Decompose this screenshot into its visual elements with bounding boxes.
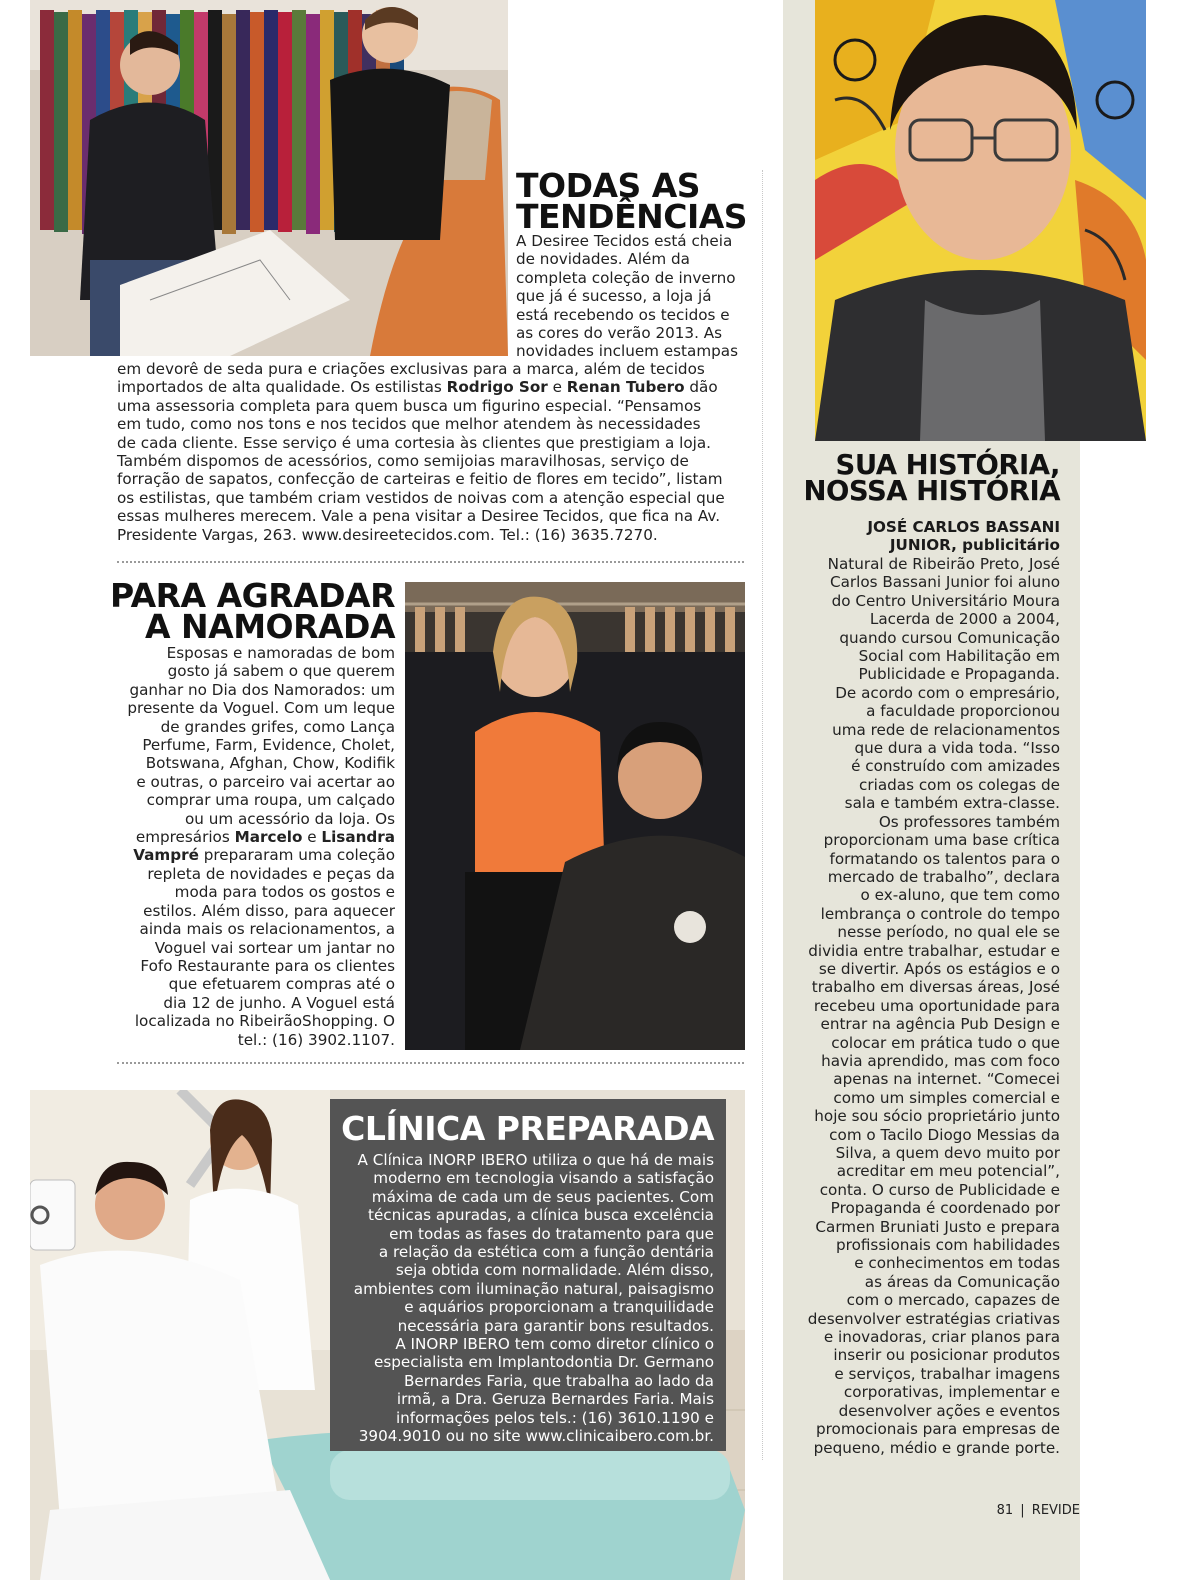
text-line: de novidades. Além da (516, 250, 690, 269)
text-line: Natural de Ribeirão Preto, José (827, 555, 1060, 573)
text-line: mercado de trabalho”, declara (827, 867, 1060, 886)
text-line: estilos. Além disso, para aquecer (143, 901, 395, 920)
byline-line1: JOSÉ CARLOS BASSANI (867, 518, 1060, 536)
text-line: ainda mais os relacionamentos, a (139, 920, 395, 939)
text-line: criadas com os colegas de (859, 775, 1060, 794)
text-line: quando cursou Comunicação (839, 628, 1060, 647)
text-line: e serviços, trabalhar imagens (834, 1364, 1060, 1383)
clinica-text-box (330, 1099, 726, 1451)
text-line: que já é sucesso, a loja já (516, 287, 712, 306)
text-line: ambientes com iluminação natural, paisagismo (353, 1279, 714, 1298)
text-line: Social com Habilitação em (858, 647, 1060, 666)
text-line: a relação da estética com a função dentária (378, 1243, 714, 1262)
namorada-title (100, 576, 395, 647)
text-line: novidades incluem estampas (516, 342, 738, 361)
text-line: ou um acessório da loja. Os (184, 809, 395, 828)
text-line: hoje sou sócio proprietário junto (814, 1107, 1060, 1126)
text-line: sala e também extra-classe. (844, 794, 1060, 813)
text-line: Também dispomos de acessórios, como semijoias maravilhosas, serviço de (117, 452, 689, 471)
text-line: especialista em Implantodontia Dr. Germano (373, 1353, 714, 1372)
namorada-title-line2: A NAMORADA (145, 607, 395, 647)
photo-store-owners (405, 582, 745, 1050)
owner-name: Marcelo (234, 828, 303, 847)
tendencias-title-line1: TODAS AS (516, 166, 701, 205)
owner-name: Vampré (133, 846, 199, 865)
historia-title (780, 449, 1060, 508)
footer-separator: | (1020, 1503, 1025, 1518)
text-line: seja obtida com normalidade. Além disso, (395, 1261, 714, 1280)
text-span: empresários (135, 828, 235, 847)
text-line: A INORP IBERO tem como diretor clínico o (395, 1335, 714, 1354)
text-line: completa coleção de inverno (516, 268, 736, 287)
photo-jose-carlos-portrait (815, 0, 1146, 441)
text-line: apenas na internet. “Comecei (833, 1070, 1060, 1089)
text-line: entrar na agência Pub Design e (820, 1015, 1060, 1034)
text-line: nesse período, no qual ele se (837, 923, 1060, 942)
text-line: Fofo Restaurante para os clientes (140, 956, 395, 975)
namorada-body (105, 644, 395, 1049)
text-line: moderno em tecnologia visando a satisfação (373, 1169, 714, 1188)
text-line: de grandes grifes, como Lança (160, 717, 395, 736)
tendencias-body-narrow (516, 232, 766, 361)
text-line: dividia entre trabalhar, estudar e (808, 941, 1060, 960)
text-line: e aquários proporcionam a tranquilidade (404, 1298, 714, 1317)
owner-name: Lisandra (321, 828, 395, 847)
text-line: recebeu uma oportunidade para (813, 996, 1060, 1015)
text-line: colocar em prática tudo o que (831, 1033, 1060, 1052)
text-span: e (302, 828, 322, 847)
text-line: Botswana, Afghan, Chow, Kodifik (145, 754, 395, 773)
text-span: prepararam uma coleção (198, 846, 395, 865)
clinica-body (330, 1151, 714, 1446)
text-span: e (547, 378, 567, 397)
namorada-title-line1: PARA AGRADAR (109, 576, 395, 615)
text-line: pequeno, médio e grande porte. (813, 1438, 1060, 1457)
text-line: as cores do verão 2013. As (516, 324, 723, 343)
text-line: conta. O curso de Publicidade e (819, 1180, 1060, 1199)
tendencias-title (516, 166, 748, 237)
text-line: trabalho em diversas áreas, José (811, 978, 1060, 997)
byline-line2: JUNIOR, publicitário (889, 536, 1060, 555)
text-line: é construído com amizades (851, 757, 1060, 776)
text-line: Voguel vai sortear um jantar no (154, 938, 395, 957)
text-line (105, 846, 395, 864)
text-line: havia aprendido, mas com foco (821, 1051, 1060, 1070)
text-line: do Centro Universitário Moura (831, 591, 1060, 610)
text-line: Os professores também (878, 812, 1060, 831)
text-line: uma rede de relacionamentos (832, 720, 1060, 739)
tendencias-body-wide (117, 360, 757, 544)
text-line: ganhar no Dia dos Namorados: um (129, 680, 395, 699)
text-line: promocionais para empresas de (816, 1420, 1060, 1439)
photo-fabric-store (30, 0, 508, 356)
stylist-name: Rodrigo Sor (446, 378, 548, 397)
text-line: Bernardes Faria, que trabalha ao lado da (404, 1371, 714, 1390)
text-line: formatando os talentos para o (829, 849, 1060, 868)
column-divider (762, 170, 763, 1460)
text-line: dia 12 de junho. A Voguel está (163, 993, 395, 1012)
text-line: desenvolver estratégias criativas (807, 1309, 1060, 1328)
text-line: lembrança o controle do tempo (820, 904, 1060, 923)
text-line: que dura a vida toda. “Isso (854, 739, 1060, 758)
text-line: os estilistas, que também criam vestidos de noivas com a atenção especial que (117, 488, 725, 507)
text-line: Presidente Vargas, 263. www.desireetecidos.com. Tel.: (16) 3635.7270. (117, 525, 658, 544)
text-line: e inovadoras, criar planos para (823, 1328, 1060, 1347)
text-line (105, 828, 395, 846)
text-line: gosto já sabem o que querem (167, 662, 395, 681)
text-span: importados de alta qualidade. Os estilistas (117, 378, 447, 397)
page-footer (960, 1503, 1080, 1518)
text-line: acreditar em meu potencial”, (836, 1162, 1060, 1181)
text-line: uma assessoria completa para quem busca um figurino especial. “Pensamos (117, 396, 702, 415)
section-divider (117, 561, 744, 563)
text-line: máxima de cada um de seus pacientes. Com (371, 1187, 714, 1206)
historia-title-line1: SUA HISTÓRIA, (835, 449, 1060, 481)
text-line: Carmen Bruniati Justo e prepara (815, 1217, 1060, 1236)
text-line: em tudo, como nos tons e nos tecidos que melhor atendem às necessidades (117, 415, 701, 434)
text-line: está recebendo os tecidos e (516, 305, 730, 324)
text-span: dão (684, 378, 718, 397)
text-line: desenvolver ações e eventos (838, 1401, 1060, 1420)
text-line: forração de sapatos, confecção de carteiras e feitio de flores em tecido”, listam (117, 470, 723, 489)
text-line: e conhecimentos em todas (854, 1254, 1060, 1273)
text-line: profissionais com habilidades (836, 1236, 1060, 1255)
text-line: Propaganda é coordenado por (830, 1199, 1060, 1218)
text-line: inserir ou posicionar produtos (833, 1346, 1060, 1365)
page-number: 81 (996, 1503, 1014, 1518)
text-line: moda para todos os gostos e (174, 883, 395, 902)
text-line: como um simples comercial e (833, 1088, 1060, 1107)
tendencias-title-line2: TENDÊNCIAS (516, 197, 748, 237)
magazine-name: REVIDE (1031, 1503, 1080, 1518)
text-line: técnicas apuradas, a clínica busca excelência (367, 1206, 714, 1225)
text-line: em devorê de seda pura e criações exclusivas para a marca, além de tecidos (117, 360, 705, 378)
text-line: Perfume, Farm, Evidence, Cholet, (142, 736, 395, 755)
text-line (117, 378, 757, 396)
text-line: em todas as fases do tratamento para que (389, 1224, 714, 1243)
text-line: proporcionam uma base crítica (823, 831, 1060, 850)
text-line: com o Tacilo Diogo Messias da (829, 1125, 1060, 1144)
text-line: De acordo com o empresário, (835, 683, 1060, 702)
text-line: o ex-aluno, que tem como (860, 886, 1060, 905)
historia-byline (790, 518, 1060, 555)
text-line: de cada cliente. Esse serviço é uma cortesia às clientes que prestigiam a loja. (117, 433, 711, 452)
text-line: Esposas e namoradas de bom (166, 644, 395, 662)
stylist-name: Renan Tubero (566, 378, 685, 397)
text-line: A Desiree Tecidos está cheia (516, 232, 733, 250)
section-divider (117, 1062, 744, 1064)
text-line: informações pelos tels.: (16) 3610.1190 e (395, 1408, 714, 1427)
text-line: irmã, a Dra. Geruza Bernardes Faria. Mais (396, 1390, 714, 1409)
text-line: se divertir. Após os estágios e o (818, 959, 1060, 978)
text-line: necessária para garantir bons resultados. (397, 1316, 714, 1335)
text-line: Carlos Bassani Junior foi aluno (829, 573, 1060, 592)
text-line: as áreas da Comunicação (864, 1272, 1060, 1291)
historia-title-line2: NOSSA HISTÓRIA (803, 475, 1060, 508)
text-line: essas mulheres merecem. Vale a pena visitar a Desiree Tecidos, que fica na Av. (117, 507, 721, 526)
text-line: repleta de novidades e peças da (147, 864, 395, 883)
text-line: presente da Voguel. Com um leque (127, 699, 395, 718)
text-line: Publicidade e Propaganda. (858, 665, 1060, 684)
text-line: a faculdade proporcionou (866, 702, 1060, 721)
clinica-title: CLÍNICA PREPARADA (341, 1109, 714, 1148)
text-line: tel.: (16) 3902.1107. (237, 1030, 395, 1049)
text-line: 3904.9010 ou no site www.clinicaibero.com.br. (358, 1427, 714, 1446)
historia-body (790, 555, 1060, 1457)
text-line: e outras, o parceiro vai acertar ao (136, 772, 395, 791)
text-line: corporativas, implementar e (843, 1383, 1060, 1402)
text-line: Silva, a quem devo muito por (835, 1144, 1060, 1162)
text-line: com o mercado, capazes de (846, 1291, 1060, 1310)
text-line: A Clínica INORP IBERO utiliza o que há de mais (357, 1151, 714, 1169)
text-line: que efetuarem compras até o (168, 975, 395, 994)
text-line: localizada no RibeirãoShopping. O (134, 1012, 395, 1031)
text-line: comprar uma roupa, um calçado (146, 791, 395, 810)
text-line: Lacerda de 2000 a 2004, (869, 610, 1060, 629)
